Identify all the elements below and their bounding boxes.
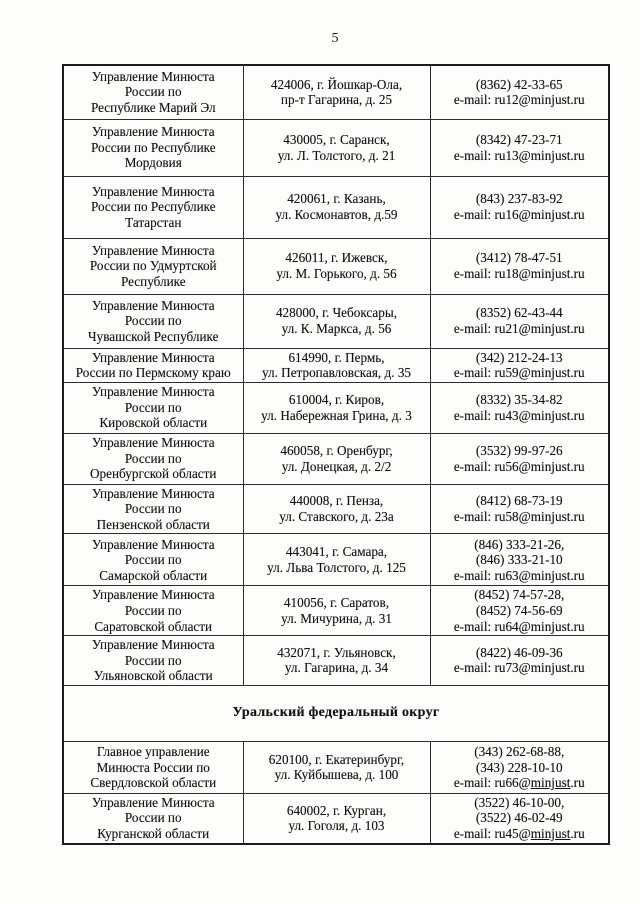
contact-cell xyxy=(430,294,609,348)
section-header: Уральский федеральный округ xyxy=(63,685,609,741)
org-name-cell: Управление Минюста России по Саратовской области xyxy=(63,586,243,636)
page-number: 5 xyxy=(331,31,339,46)
contact-cell xyxy=(430,534,609,586)
org-name-cell: Управление Минюста России по Чувашской Республике xyxy=(63,294,243,348)
table-row xyxy=(63,348,609,382)
org-name-cell: Управление Минюста России по Удмуртской Республике xyxy=(63,238,243,294)
contact-cell xyxy=(430,65,609,119)
contact-cell xyxy=(430,741,609,793)
contact-cell xyxy=(430,119,609,176)
table-row xyxy=(63,382,609,433)
contact-cell xyxy=(430,382,609,433)
org-name-cell: Управление Минюста России по Курганской области xyxy=(63,793,243,843)
contact-cell xyxy=(430,433,609,484)
table-row xyxy=(63,294,609,348)
phone-numbers: (8352) 62-43-44 xyxy=(475,305,563,321)
org-name-cell: Управление Минюста России по Самарской области xyxy=(63,534,243,586)
section-header-row xyxy=(63,685,609,741)
org-name-cell: Управление Минюста России по Пензенской области xyxy=(63,484,243,534)
org-name-cell: Управление Минюста России по Пермскому краю xyxy=(63,348,243,382)
table-row xyxy=(63,586,609,636)
contact-cell xyxy=(430,586,609,636)
address-cell: 640002, г. Курган, ул. Гоголя, д. 103 xyxy=(243,793,430,843)
phone-numbers: (8332) 35-34-82 xyxy=(475,392,563,408)
org-name-cell: Управление Минюста России по Республике Мордовия xyxy=(63,119,243,176)
contact-cell xyxy=(430,176,609,238)
org-name-cell: Управление Минюста России по Кировской области xyxy=(63,382,243,433)
org-name-cell: Управление Минюста России по Республике Татарстан xyxy=(63,176,243,238)
phone-numbers: (8362) 42-33-65 xyxy=(475,76,563,92)
org-name-cell: Управление Минюста России по Оренбургской области xyxy=(63,433,243,484)
address-cell: 432071, г. Ульяновск, ул. Гагарина, д. 34 xyxy=(243,636,430,686)
table-row xyxy=(63,238,609,294)
email-address: e-mail: ru18@minjust.ru xyxy=(453,266,585,281)
address-cell: 424006, г. Йошкар-Ола, пр-т Гагарина, д. 25 xyxy=(243,65,430,119)
phone-numbers: (3412) 78-47-51 xyxy=(475,250,563,266)
phone-numbers: (8422) 46-09-36 xyxy=(475,644,563,660)
org-name-cell: Управление Минюста России по Республике Марий Эл xyxy=(63,65,243,119)
address-cell: 426011, г. Ижевск, ул. М. Горького, д. 56 xyxy=(243,238,430,294)
contact-cell xyxy=(430,238,609,294)
address-cell: 428000, г. Чебоксары, ул. К. Маркса, д. 56 xyxy=(243,294,430,348)
address-cell: 410056, г. Саратов, ул. Мичурина, д. 31 xyxy=(243,586,430,636)
table-row xyxy=(63,636,609,686)
address-cell: 614990, г. Пермь, ул. Петропавловская, д. 35 xyxy=(243,348,430,382)
table-row xyxy=(63,433,609,484)
email-address: e-mail: ru45@minjust.ru xyxy=(453,826,585,842)
email-address: e-mail: ru64@minjust.ru xyxy=(453,618,585,634)
address-cell: 430005, г. Саранск, ул. Л. Толстого, д. 21 xyxy=(243,119,430,176)
table-row xyxy=(63,65,609,119)
org-name-cell: Управление Минюста России по Ульяновской области xyxy=(63,636,243,686)
phone-numbers: (3532) 99-97-26 xyxy=(475,443,563,459)
email-address: e-mail: ru66@minjust.ru xyxy=(453,775,585,791)
contact-cell xyxy=(430,484,609,534)
contacts-table xyxy=(62,64,610,845)
phone-numbers: (843) 237-83-92 xyxy=(475,191,563,207)
contact-cell xyxy=(430,793,609,843)
table-row xyxy=(63,534,609,586)
email-address: e-mail: ru43@minjust.ru xyxy=(453,407,585,423)
phone-numbers: (846) 333-21-26, (846) 333-21-10 xyxy=(474,536,565,568)
address-cell: 610004, г. Киров, ул. Набережная Грина, д. 3 xyxy=(243,382,430,433)
table-row xyxy=(63,793,609,843)
phone-numbers: (8342) 47-23-71 xyxy=(475,131,563,147)
email-address: e-mail: ru59@minjust.ru xyxy=(453,365,585,381)
phone-numbers: (3522) 46-10-00, (3522) 46-02-49 xyxy=(474,794,565,826)
table-row xyxy=(63,119,609,176)
table-row xyxy=(63,741,609,793)
org-name-cell: Главное управление Минюста России по Свердловской области xyxy=(63,741,243,793)
address-cell: 620100, г. Екатеринбург, ул. Куйбышева, д. 100 xyxy=(243,741,430,793)
address-cell: 420061, г. Казань, ул. Космонавтов, д.59 xyxy=(243,176,430,238)
email-address: e-mail: ru63@minjust.ru xyxy=(453,567,585,583)
email-address: e-mail: ru73@minjust.ru xyxy=(453,660,585,676)
table-row xyxy=(63,176,609,238)
phone-numbers: (342) 212-24-13 xyxy=(475,349,563,365)
email-address: e-mail: ru12@minjust.ru xyxy=(453,92,585,108)
email-address: e-mail: ru58@minjust.ru xyxy=(453,509,585,525)
phone-numbers: (8412) 68-73-19 xyxy=(475,493,563,509)
address-cell: 440008, г. Пенза, ул. Ставского, д. 23а xyxy=(243,484,430,534)
email-address: e-mail: ru56@minjust.ru xyxy=(453,458,585,474)
email-address: e-mail: ru16@minjust.ru xyxy=(453,207,585,222)
contact-cell xyxy=(430,348,609,382)
phone-numbers: (8452) 74-57-28, (8452) 74-56-69 xyxy=(474,587,565,618)
table-row xyxy=(63,484,609,534)
phone-numbers: (343) 262-68-88, (343) 228-10-10 xyxy=(474,743,565,775)
email-address: e-mail: ru21@minjust.ru xyxy=(453,321,585,336)
contact-cell xyxy=(430,636,609,686)
email-address: e-mail: ru13@minjust.ru xyxy=(453,147,585,163)
address-cell: 443041, г. Самара, ул. Льва Толстого, д. 125 xyxy=(243,534,430,586)
address-cell: 460058, г. Оренбург, ул. Донецкая, д. 2/2 xyxy=(243,433,430,484)
